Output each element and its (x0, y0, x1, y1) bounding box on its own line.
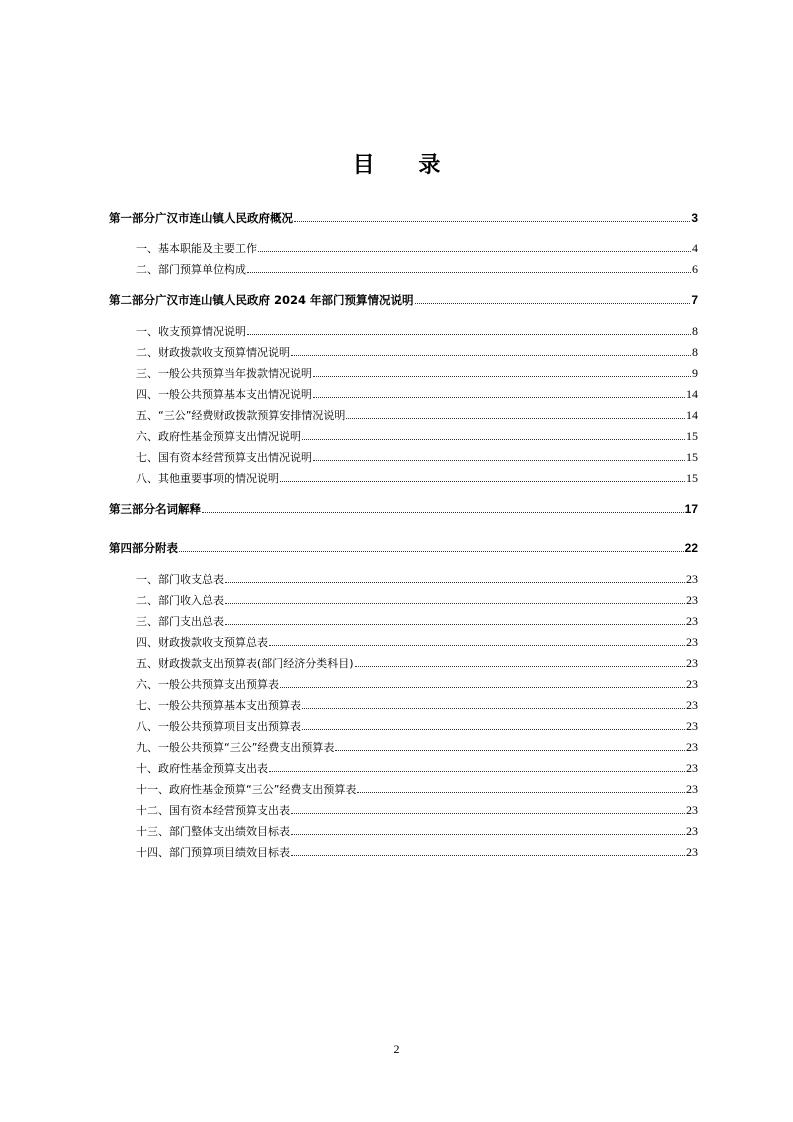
toc-title: 目 录 (352, 153, 459, 178)
toc-entry-page: 23 (686, 782, 698, 796)
toc-entry-label: 四、一般公共预算基本支出情况说明 (136, 388, 312, 401)
toc-entry-page: 14 (686, 387, 698, 401)
toc-entry-label: 一、收支预算情况说明 (136, 325, 246, 338)
toc-entry-label: 第二部分广汉市连山镇人民政府 2024 年部门预算情况说明 (109, 293, 414, 307)
dot-leader (291, 823, 685, 835)
toc-entry-label: 二、部门预算单位构成 (136, 263, 246, 276)
toc-entry-label: 六、政府性基金预算支出情况说明 (136, 430, 301, 443)
toc-entry[interactable] (109, 240, 698, 256)
toc-entry[interactable] (109, 365, 698, 381)
toc-entry-page: 15 (686, 429, 698, 443)
toc-entry-label: 四、财政拨款收支预算总表 (136, 636, 268, 649)
toc-entry[interactable] (109, 592, 698, 608)
dot-leader (302, 718, 685, 730)
toc-entry-page: 7 (691, 293, 698, 307)
toc-entry[interactable] (109, 571, 698, 587)
dot-leader (247, 323, 691, 335)
toc-entry[interactable] (109, 739, 698, 755)
dot-leader (225, 592, 685, 604)
dot-leader (357, 781, 685, 793)
toc-entry-label: 八、一般公共预算项目支出预算表 (136, 720, 301, 733)
toc-part-entry[interactable] (109, 540, 698, 556)
dot-leader (294, 210, 690, 222)
toc-entry-page: 23 (686, 635, 698, 649)
toc-entry-label: 十二、国有资本经营预算支出表 (136, 804, 290, 817)
toc-entry-page: 15 (686, 471, 698, 485)
toc-entry-page: 23 (686, 614, 698, 628)
dot-leader (291, 344, 691, 356)
dot-leader (280, 470, 685, 482)
toc-entry[interactable] (109, 655, 698, 671)
dot-leader (202, 501, 684, 513)
dot-leader (302, 428, 685, 440)
toc-entry-page: 23 (686, 740, 698, 754)
toc-entry-page: 15 (686, 450, 698, 464)
page-number: 2 (393, 1042, 400, 1056)
toc-entry-page: 23 (686, 845, 698, 859)
toc-entry-page: 23 (686, 803, 698, 817)
toc-entry-label: 第一部分广汉市连山镇人民政府概况 (109, 211, 293, 225)
toc-entry-label: 一、基本职能及主要工作 (136, 242, 257, 255)
toc-entry-page: 23 (686, 656, 698, 670)
toc-entry-page: 4 (692, 241, 698, 255)
toc-entry[interactable] (109, 613, 698, 629)
toc-entry[interactable] (109, 344, 698, 360)
toc-entry-page: 8 (692, 324, 698, 338)
dot-leader (247, 261, 691, 273)
toc-entry[interactable] (109, 428, 698, 444)
dot-leader (335, 739, 685, 751)
toc-entry-page: 23 (686, 677, 698, 691)
toc-entry-label: 十四、部门预算项目绩效目标表 (136, 846, 290, 859)
toc-entry-label: 五、“三公”经费财政拨款预算安排情况说明 (136, 409, 346, 422)
toc-entry[interactable] (109, 386, 698, 402)
toc-entry-label: 二、财政拨款收支预算情况说明 (136, 346, 290, 359)
toc-entry-label: 六、一般公共预算支出预算表 (136, 678, 279, 691)
dot-leader (291, 802, 685, 814)
toc-entry[interactable] (109, 323, 698, 339)
dot-leader (313, 449, 685, 461)
toc-entry-page: 8 (692, 345, 698, 359)
toc-entry-label: 一、部门收支总表 (136, 573, 224, 586)
dot-leader (225, 613, 685, 625)
toc-entry[interactable] (109, 718, 698, 734)
toc-entry-label: 二、部门收入总表 (136, 594, 224, 607)
toc-entry-page: 23 (686, 824, 698, 838)
dot-leader (269, 634, 685, 646)
toc-entry[interactable] (109, 844, 698, 860)
toc-part-entry[interactable] (109, 292, 698, 308)
toc-entry-label: 十一、政府性基金预算“三公”经费支出预算表 (136, 783, 357, 796)
toc-entry-page: 22 (684, 541, 698, 555)
toc-entry-label: 十、政府性基金预算支出表 (136, 762, 268, 775)
toc-entry-label: 七、一般公共预算基本支出预算表 (136, 699, 301, 712)
toc-part-entry[interactable] (109, 210, 698, 226)
toc-entry-page: 17 (684, 502, 698, 516)
dot-leader (258, 240, 691, 252)
dot-leader (415, 292, 691, 304)
toc-entry[interactable] (109, 407, 698, 423)
toc-entry[interactable] (109, 823, 698, 839)
toc-entry-label: 三、一般公共预算当年拨款情况说明 (136, 367, 312, 380)
dot-leader (313, 386, 685, 398)
toc-entry-page: 23 (686, 572, 698, 586)
toc-entry-label: 第四部分附表 (109, 541, 178, 555)
dot-leader (269, 760, 685, 772)
toc-entry-label: 十三、部门整体支出绩效目标表 (136, 825, 290, 838)
toc-entry[interactable] (109, 697, 698, 713)
toc-entry-label: 八、其他重要事项的情况说明 (136, 472, 279, 485)
toc-entry[interactable] (109, 802, 698, 818)
dot-leader (225, 571, 685, 583)
dot-leader (346, 407, 685, 419)
toc-entry[interactable] (109, 781, 698, 797)
toc-entry[interactable] (109, 449, 698, 465)
toc-entry-page: 23 (686, 593, 698, 607)
dot-leader (313, 365, 691, 377)
toc-entry-page: 23 (686, 719, 698, 733)
toc-entry-page: 14 (686, 408, 698, 422)
toc-entry[interactable] (109, 634, 698, 650)
toc-entry-page: 9 (692, 366, 698, 380)
toc-part-entry[interactable] (109, 501, 698, 517)
dot-leader (280, 676, 685, 688)
dot-leader (302, 697, 685, 709)
toc-entry-page: 23 (686, 761, 698, 775)
toc-entry-label: 三、部门支出总表 (136, 615, 224, 628)
toc-entry-page: 23 (686, 698, 698, 712)
dot-leader (179, 540, 684, 552)
toc-entry-page: 3 (691, 211, 698, 225)
toc-entry[interactable] (109, 676, 698, 692)
dot-leader (291, 844, 685, 856)
toc-entry-label: 七、国有资本经营预算支出情况说明 (136, 451, 312, 464)
toc-entry-page: 6 (692, 262, 698, 276)
toc-entry-label: 第三部分名词解释 (109, 502, 201, 516)
toc-entry[interactable] (109, 760, 698, 776)
toc-entry-label: 五、财政拨款支出预算表(部门经济分类科目) (136, 657, 354, 670)
toc-entry[interactable] (109, 261, 698, 277)
toc-entry-label: 九、一般公共预算“三公”经费支出预算表 (136, 741, 335, 754)
toc-entry[interactable] (109, 470, 698, 486)
dot-leader (355, 655, 685, 667)
